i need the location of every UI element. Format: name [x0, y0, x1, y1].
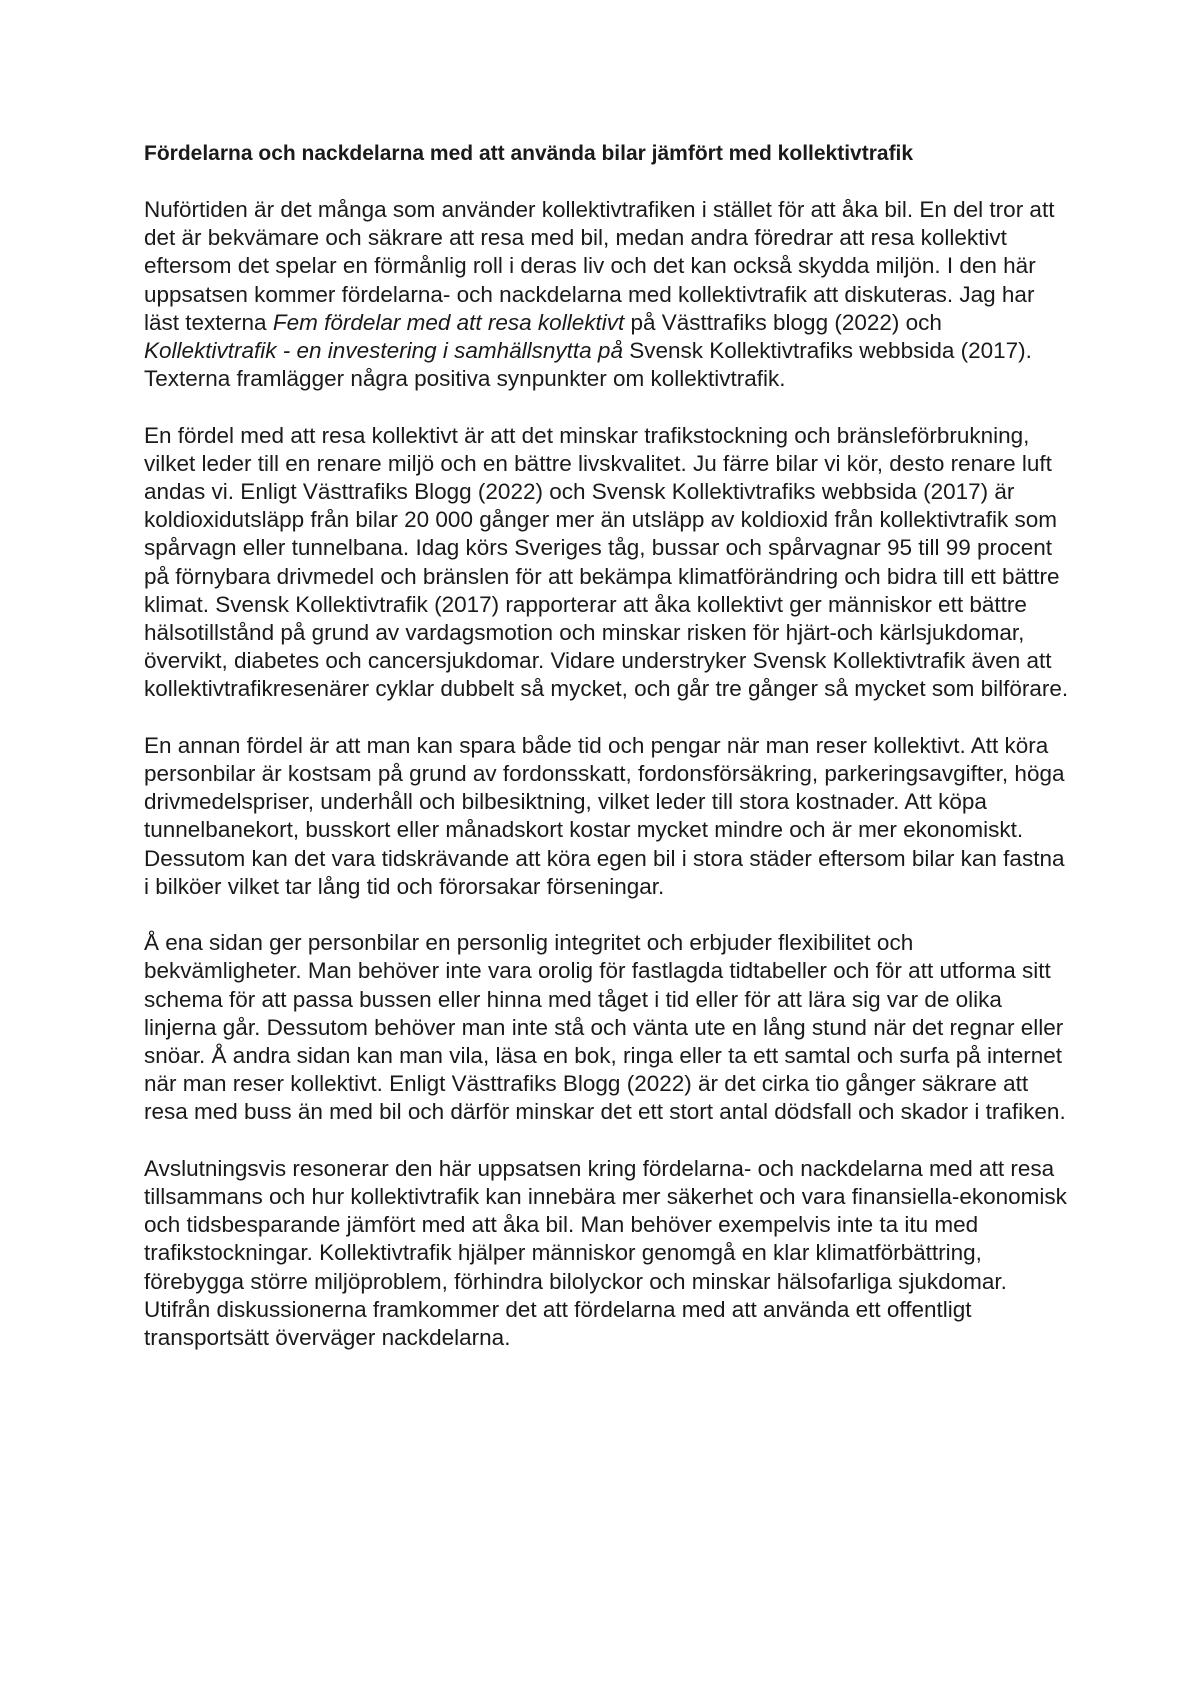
- paragraph-environment: En fördel med att resa kollektivt är att det minskar trafikstockning och bränsleförbrukning, vilket leder till en renare miljö och en bättre livskvalitet. Ju färre bilar vi kör, desto renare luft andas vi. Enligt Västtrafiks Blogg (2022) och Svensk Kollektivtrafiks webbsida (2017) är koldioxidutsläpp från bilar 20 000 gånger mer än utsläpp av koldioxid från kollektivtrafik som spårvagn eller tunnelbana. Idag körs Sveriges tåg, bussar och spårvagnar 95 till 99 procent på förnybara drivmedel och bränslen för att bekämpa klimatförändring och bidra till ett bättre klimat. Svensk Kollektivtrafik (2017) rapporterar att åka kollektivt ger människor ett bättre hälsotillstånd på grund av vardagsmotion och minskar risken för hjärt-och kärlsjukdomar, övervikt, diabetes och cancersjukdomar. Vidare understryker Svensk Kollektivtrafik även att kollektivtrafikresenärer cyklar dubbelt så mycket, och går tre gånger så mycket som bilförare.: [144, 422, 1069, 702]
- document-page: [144, 140, 1074, 1380]
- intro-text-2: på Västtrafiks blogg (2022) och: [624, 309, 942, 335]
- paragraph-comparison: Å ena sidan ger personbilar en personlig integritet och erbjuder flexibilitet och bekvämligheter. Man behöver inte vara orolig för fastlagda tidtabeller och för att utforma sitt schema för att passa bussen eller hinna med tåget i tid eller för att lära sig var de olika linjerna går. Dessutom behöver man inte stå och vänta ute en lång stund när det regnar eller snöar. Å andra sidan kan man vila, läsa en bok, ringa eller ta ett samtal och surfa på internet när man reser kollektivt. Enligt Västtrafiks Blogg (2022) är det cirka tio gånger säkrare att resa med buss än med bil och därför minskar det ett stort antal dödsfall och skador i trafiken.: [144, 930, 1066, 1125]
- document-title: Fördelarna och nackdelarna med att använda bilar jämfört med kollektivtrafik: [144, 142, 914, 165]
- intro-text-3: Svensk Kollektivtrafiks webbsida (2017). Texterna framlägger några positiva synpunkter om kollektivtrafik.: [144, 338, 1032, 392]
- intro-italic-title-1: Fem fördelar med att resa kollektivt: [272, 309, 625, 335]
- paragraph-conclusion: Avslutningsvis resonerar den här uppsatsen kring fördelarna- och nackdelarna med att resa tillsammans och hur kollektivtrafik kan innebära mer säkerhet och vara finansiella-ekonomisk och tidsbesparande jämfört med att åka bil. Man behöver exempelvis inte ta itu med trafikstockningar. Kollektivtrafik hjälper människor genomgå en klar klimatförbättring, förebygga större miljöproblem, förhindra bilolyckor och minskar hälsofarliga sjukdomar. Utifrån diskussionerna framkommer det att fördelarna med att använda ett offentligt transportsätt överväger nackdelarna.: [144, 1155, 1067, 1351]
- intro-italic-title-2: Kollektivtrafik - en investering i samhällsnytta på: [144, 338, 623, 364]
- paragraph-introduction: [144, 196, 1074, 393]
- intro-text-1: Nuförtiden är det många som använder kollektivtrafiken i stället för att åka bil. En del tror att det är bekvämare och säkrare att resa med bil, medan andra föredrar att resa kollektivt eftersom det spelar en förmånlig roll i deras liv och det kan också skydda miljön. I den här uppsatsen kommer fördelarna- och nackdelarna med kollektivtrafik att diskuteras. Jag har läst texterna: [144, 197, 1055, 335]
- paragraph-cost: En annan fördel är att man kan spara både tid och pengar när man reser kollektivt. Att köra personbilar är kostsam på grund av fordonsskatt, fordonsförsäkring, parkeringsavgifter, höga drivmedelspriser, underhåll och bilbesiktning, vilket leder till stora kostnader. Att köpa tunnelbanekort, busskort eller månadskort kostar mycket mindre och är mer ekonomiskt. Dessutom kan det vara tidskrävande att köra egen bil i stora städer eftersom bilar kan fastna i bilköer vilket tar lång tid och förorsakar förseningar.: [144, 732, 1065, 899]
